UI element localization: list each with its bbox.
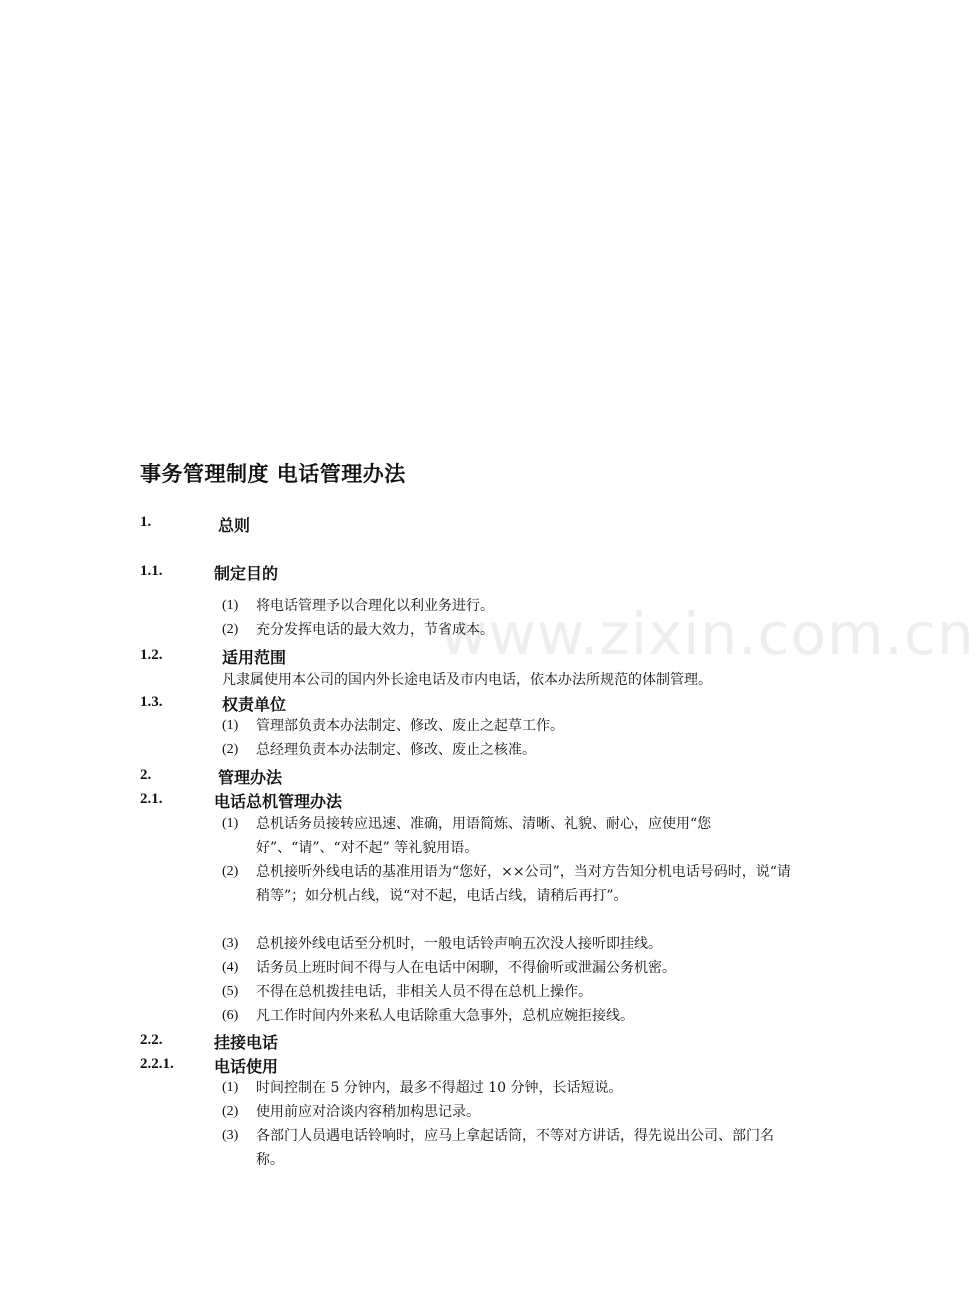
list-item-number: (2) — [222, 1104, 239, 1119]
watermark: www.zixin.com.cn — [440, 600, 975, 668]
list-item — [222, 956, 796, 980]
list-item — [222, 714, 796, 738]
section-2-heading: 管理办法 — [218, 768, 283, 787]
list-item-number: (5) — [222, 984, 239, 999]
section-1-2-paragraph: 凡隶属使用本公司的国内外长途电话及市内电话，依本办法所规范的体制管理。 — [222, 672, 712, 688]
section-1-3-number: 1.3. — [140, 694, 163, 710]
list-item-number: (4) — [222, 960, 239, 975]
list-item-number: (1) — [222, 598, 239, 613]
list-item-text: 充分发挥电话的最大效力，节省成本。 — [256, 622, 494, 638]
list-item — [222, 860, 796, 908]
list-item-text: 总机接听外线电话的基准用语为“您好，××公司”，当对方告知分机电话号码时，说“请稍等”；如分机占线，说“对不起，电话占线，请稍后再打”。 — [256, 864, 791, 904]
list-item-number: (2) — [222, 864, 239, 879]
section-2-2-1-heading: 电话使用 — [214, 1057, 279, 1076]
section-2-2-heading: 挂接电话 — [214, 1033, 279, 1052]
list-item — [222, 738, 796, 762]
list-item-number: (1) — [222, 816, 239, 831]
section-1-number: 1. — [140, 514, 152, 530]
list-item-text: 话务员上班时间不得与人在电话中闲聊，不得偷听或泄漏公务机密。 — [256, 960, 676, 976]
list-item — [222, 618, 796, 642]
list-item — [222, 1124, 796, 1172]
section-1-1-number: 1.1. — [140, 563, 163, 579]
list-item — [222, 932, 796, 956]
section-1-1-heading: 制定目的 — [214, 564, 279, 583]
section-2-1-number: 2.1. — [140, 791, 163, 807]
list-item-text: 总机接外线电话至分机时，一般电话铃声响五次没人接听即挂线。 — [256, 936, 662, 952]
section-2-2-number: 2.2. — [140, 1032, 163, 1048]
section-1-heading: 总则 — [218, 516, 251, 535]
list-item-text: 将电话管理予以合理化以利业务进行。 — [256, 598, 494, 614]
section-1-3-heading: 权责单位 — [222, 695, 287, 714]
list-item-text: 不得在总机拨挂电话，非相关人员不得在总机上操作。 — [256, 984, 592, 1000]
list-item-number: (1) — [222, 718, 239, 733]
list-item — [222, 1100, 796, 1124]
list-item-number: (1) — [222, 1080, 239, 1095]
section-2-2-1-number: 2.2.1. — [140, 1056, 174, 1072]
list-item-text: 各部门人员遇电话铃响时，应马上拿起话筒，不等对方讲话，得先说出公司、部门名称。 — [256, 1128, 774, 1168]
list-item-number: (3) — [222, 1128, 239, 1143]
list-item-text: 时间控制在 5 分钟内，最多不得超过 10 分钟，长话短说。 — [256, 1080, 623, 1096]
list-item — [222, 1004, 796, 1028]
section-2-number: 2. — [140, 767, 152, 783]
list-item-text: 管理部负责本办法制定、修改、废止之起草工作。 — [256, 718, 564, 734]
list-item-text: 凡工作时间内外来私人电话除重大急事外，总机应婉拒接线。 — [256, 1008, 634, 1024]
list-item-number: (6) — [222, 1008, 239, 1023]
list-item — [222, 594, 796, 618]
list-item-number: (2) — [222, 622, 239, 637]
section-2-1-heading: 电话总机管理办法 — [214, 792, 343, 811]
list-item-text: 使用前应对洽谈内容稍加构思记录。 — [256, 1104, 480, 1120]
list-item-number: (3) — [222, 936, 239, 951]
list-item-text: 总经理负责本办法制定、修改、废止之核准。 — [256, 742, 536, 758]
list-item-number: (2) — [222, 742, 239, 757]
list-item — [222, 980, 796, 1004]
section-1-2-heading: 适用范围 — [222, 648, 287, 667]
section-1-2-number: 1.2. — [140, 647, 163, 663]
list-item — [222, 1076, 796, 1100]
document-title: 事务管理制度 电话管理办法 — [140, 462, 406, 486]
list-item — [222, 812, 796, 860]
list-item-text: 总机话务员接转应迅速、准确，用语简炼、清晰、礼貌、耐心，应使用“您好”、“请”、“对不起” 等礼貌用语。 — [256, 816, 712, 856]
